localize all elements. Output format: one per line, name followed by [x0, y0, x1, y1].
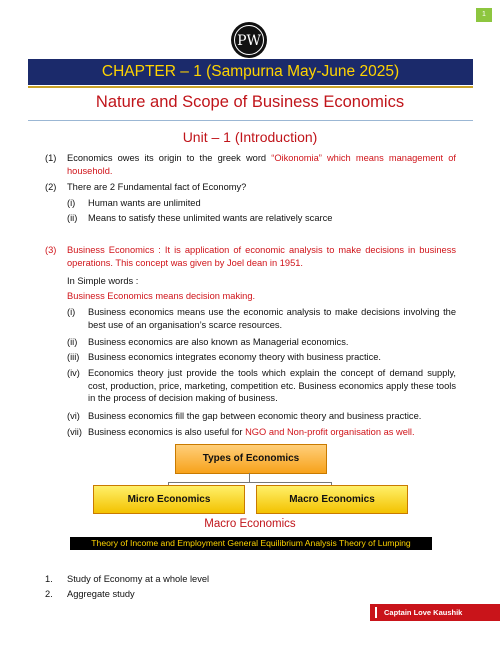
types-of-economics-box: Types of Economics [175, 444, 327, 474]
point-3-number: (3) [45, 245, 57, 255]
unit-heading: Unit – 1 (Introduction) [182, 129, 318, 145]
pw-logo [231, 22, 267, 58]
list-item-1-number: 1. [45, 574, 53, 584]
point-3-sub-5-number: (vi) [67, 411, 80, 421]
micro-economics-box: Micro Economics [93, 485, 245, 514]
point-3-sub-2-number: (ii) [67, 337, 78, 347]
point-3-sub-1-text: Business economics means use the economic analysis to make decisions involving the best use of an organisation’s scarce resources. [88, 307, 456, 330]
diagram-connector-horizontal [168, 482, 332, 483]
point-3-sub-1-number: (i) [67, 307, 76, 317]
point-3-sub-5-text: Business economics fill the gap between economic theory and business practice. [88, 411, 422, 421]
point-3-sub-3-text: Business economics integrates economy theory with business practice. [88, 352, 381, 362]
chapter-banner [28, 59, 473, 85]
point-2-sub-2-text: Means to satisfy these unlimited wants are relatively scarce [88, 213, 333, 223]
point-3-sub-4-text: Economics theory just provide the tools which explain the concept of demand supply, cost, production, price, marketing, competition etc. Business economics apply these tools in the process of decision making of business. [88, 368, 456, 404]
point-1-text-start: Economics owes its origin to the greek word [67, 153, 272, 163]
svg-text:PW: PW [237, 33, 261, 49]
point-3-sub-6-text-start: Business economics is also useful for [88, 427, 246, 437]
point-2-sub-1-number: (i) [67, 198, 76, 208]
point-3-sub-2-text: Business economics are also known as Managerial economics. [88, 337, 349, 347]
point-3-sub-4-number: (iv) [67, 368, 80, 378]
point-1-number: (1) [45, 153, 57, 163]
simple-words-definition: Business Economics means decision making. [67, 291, 256, 301]
list-item-2-text: Aggregate study [67, 589, 135, 599]
footer-author-name: Captain Love Kaushik [384, 608, 463, 617]
macro-economics-heading: Macro Economics [204, 518, 296, 530]
chapter-title: CHAPTER – 1 (Sampurna May-June 2025) [101, 63, 400, 80]
point-1-text [67, 152, 456, 177]
banner-underline [28, 86, 473, 88]
point-2-sub-2-number: (ii) [67, 213, 78, 223]
macro-economics-box: Macro Economics [256, 485, 408, 514]
point-2-number: (2) [45, 182, 57, 192]
macro-theories-highlight: Theory of Income and Employment General Equilibrium Analysis Theory of Lumping [70, 537, 432, 550]
point-3-sub-3-number: (iii) [67, 352, 80, 362]
point-1-text-red: “Oikonomia” which means management of household. [67, 153, 456, 176]
point-3-sub-6-number: (vii) [67, 427, 82, 437]
title-divider [28, 120, 473, 121]
page-title: Nature and Scope of Business Economics [95, 93, 405, 111]
simple-words-label: In Simple words : [67, 276, 139, 286]
point-2-sub-1-text: Human wants are unlimited [88, 198, 201, 208]
point-3-sub-6-text-red: NGO and Non-profit organisation as well. [245, 427, 415, 437]
point-3-sub-6-text [88, 426, 456, 439]
footer-author-badge [370, 604, 500, 621]
diagram-connector-vertical [249, 473, 250, 482]
footer-badge-tick [375, 607, 377, 618]
point-2-text: There are 2 Fundamental fact of Economy? [67, 182, 247, 192]
list-item-2-number: 2. [45, 589, 53, 599]
page-number: 1 [476, 8, 492, 22]
list-item-1-text: Study of Economy at a whole level [67, 574, 210, 584]
point-3-text: Business Economics : It is application of economic analysis to make decisions in business operations. This concept was given by Joel dean in 1951. [67, 245, 456, 268]
